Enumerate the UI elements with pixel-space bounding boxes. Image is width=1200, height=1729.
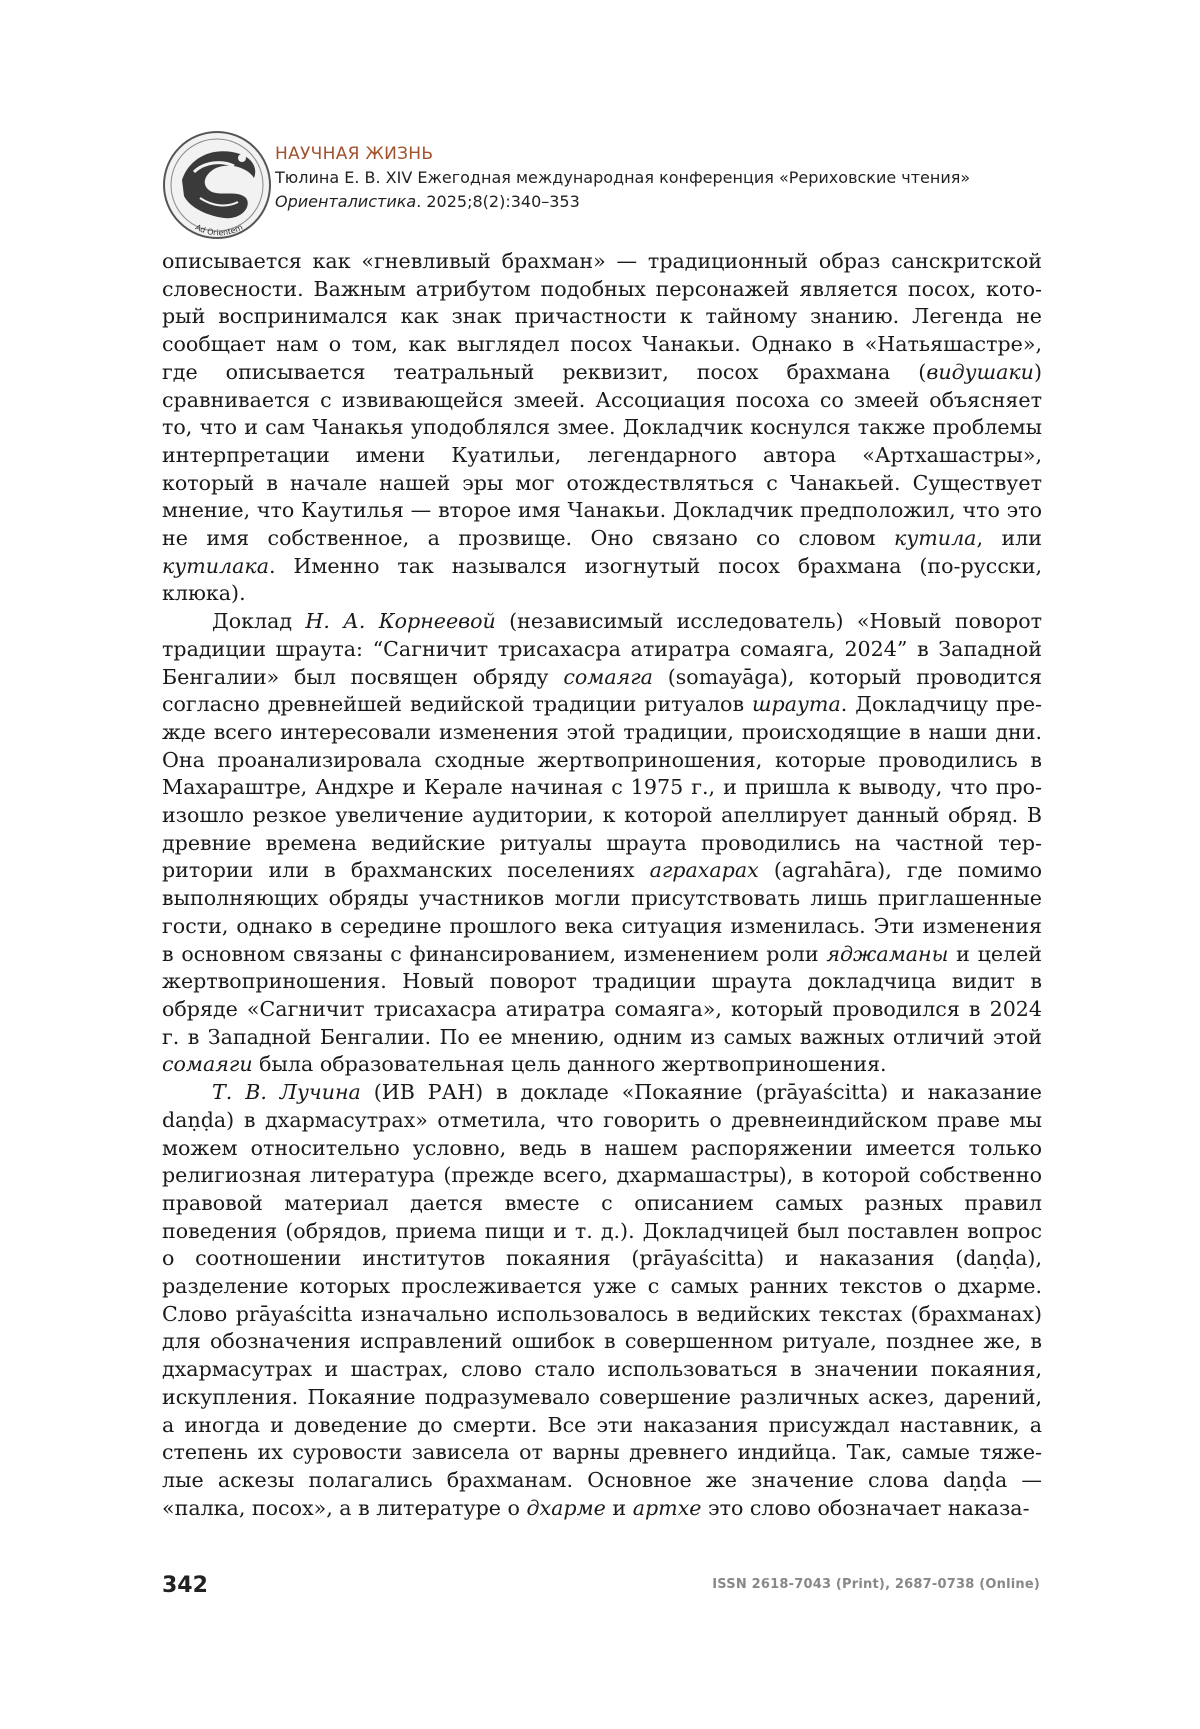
header-text	[275, 142, 1055, 214]
issn-footer: ISSN 2618-7043 (Print), 2687-0738 (Online)	[712, 1577, 1040, 1592]
italic-term: аграхарах	[649, 858, 759, 883]
page-number: 342	[162, 1573, 208, 1598]
italic-term: видушаки	[926, 359, 1034, 384]
article-citation: Тюлина Е. В. XIV Ежегодная международная конференция «Рериховские чтения»	[275, 168, 971, 187]
text-run: Доклад	[212, 609, 306, 634]
italic-term: Т. В. Лучина	[212, 1080, 361, 1105]
page-header	[160, 128, 1060, 238]
paragraph-3	[162, 1079, 1042, 1522]
journal-name: Ориенталистика	[275, 192, 417, 211]
italic-term: кутилака	[162, 553, 270, 578]
text-run: . Именно так назывался изогнутый посох брахмана (по-русски, клюка).	[162, 553, 1042, 606]
text-run: (agrahāra), где помимо выполняющих обряды участников могли присутствовать лишь приглашенные гости, однако в середине прошлого века ситуация изменилась. Эти изменения в основном связаны с финансированием, изменением роли	[162, 858, 1042, 966]
italic-term: кутила	[894, 526, 977, 551]
paragraph-1	[162, 248, 1042, 608]
italic-term: артхе	[632, 1495, 702, 1520]
text-run: (независимый исследователь) «Новый поворот традиции шраута: “Сагничит трисахасра атиратра сомаяга, 2024” в Западной Бенгалии» был посвящен обряду	[162, 609, 1042, 689]
text-run: и	[605, 1495, 633, 1520]
text-run: описывается как «гневливый брахман» — традиционный образ санскритской словесности. Важным атрибутом подобных персонажей является посох, который воспринимался как знак причастности к тайному знанию. Легенда не сообщает нам о том, как выглядел посох Чанакьи. Однако в «Натьяшастре», где описывается театральный реквизит, посох брахмана (	[162, 249, 1042, 384]
text-run: , или	[976, 526, 1042, 551]
section-title: НАУЧНАЯ ЖИЗНЬ	[275, 144, 434, 164]
svg-text:Ad Orientem: Ad Orientem	[193, 222, 245, 238]
text-run: и целей жертвоприношения. Новый поворот традиции шраута докладчица видит в обряде «Сагничит трисахасра атиратра сомаяга», который проводился в 2024 г. в Западной Бенгалии. По ее мнению, одним из самых важных отличий этой	[162, 941, 1042, 1049]
italic-term: яджаманы	[826, 941, 949, 966]
journal-citation	[275, 190, 1055, 214]
journal-issue: . 2025;8(2):340–353	[416, 192, 580, 211]
text-run: это слово обозначает наказа-	[701, 1495, 1030, 1520]
text-run: (ИВ РАН) в докладе «Покаяние (prāyaścitta) и наказание daṇḍa) в дхармасутрах» отметила, что говорить о древнеиндийском праве мы можем относительно условно, ведь в нашем распоряжении имеется только религиозная литература (прежде всего, дхармашастры), в которой собственно правовой материал дается вместе с описанием самых разных правил поведения (обрядов, приема пищи и т. д.). Докладчицей был поставлен вопрос о соотношении институтов покаяния (prāyaścitta) и наказания (daṇḍa), разделение которых прослеживается уже с самых ранних текстов о дхарме. Слово prāyaścitta изначально использовалось в ведийских текстах (брахманах) для обозначения исправлений ошибок в совершенном ритуале, позднее же, в дхармасутрах и шастрах, слово стало использоваться в значении покаяния, искупления. Покаяние подразумевало совершение различных аскез, дарений, а иногда и доведение до смерти. Все эти наказания присуждал наставник, а степень их суровости зависела от варны древнего индийца. Так, самые тяжелые аскезы полагались брахманам. Основное же значение слова daṇḍa — «палка, посох», а в литературе о	[162, 1080, 1042, 1520]
paragraph-2	[162, 608, 1042, 1079]
article-body	[162, 248, 1042, 1522]
text-run: была образовательная цель данного жертвоприношения.	[252, 1052, 887, 1077]
italic-term: шраута	[752, 692, 841, 717]
italic-term: Н. А. Корнеевой	[305, 609, 496, 634]
text-run: ) сравнивается с извивающейся змеей. Ассоциация посоха со змеей объясняет то, что и сам Чанакья уподоблялся змее. Докладчик коснулся также проблемы интерпретации имени Куатильи, легендарного автора «Артхашастры», который в начале нашей эры мог отождествляться с Чанакьей. Существует мнение, что Каутилья — второе имя Чанакьи. Докладчик предположил, что это не имя собственное, а прозвище. Оно связано со словом	[162, 359, 1042, 551]
italic-term: сомаяги	[162, 1052, 253, 1077]
text-run: (somayāga), который проводится согласно древнейшей ведийской традиции ритуалов	[162, 664, 1043, 717]
italic-term: дхарме	[526, 1495, 606, 1520]
text-run: . Докладчицу прежде всего интересовали изменения этой традиции, происходящие в наши дни. Она проанализировала сходные жертвоприношения, которые проводились в Махараштре, Андхре и Керале начиная с 1975 г., и пришла к выводу, что произошло резкое увеличение аудитории, к которой апеллирует данный обряд. В древние времена ведийские ритуалы шраута проводились на частной территории или в брахманских поселениях	[162, 692, 1042, 883]
italic-term: сомаяга	[563, 664, 653, 689]
journal-logo	[160, 128, 275, 243]
